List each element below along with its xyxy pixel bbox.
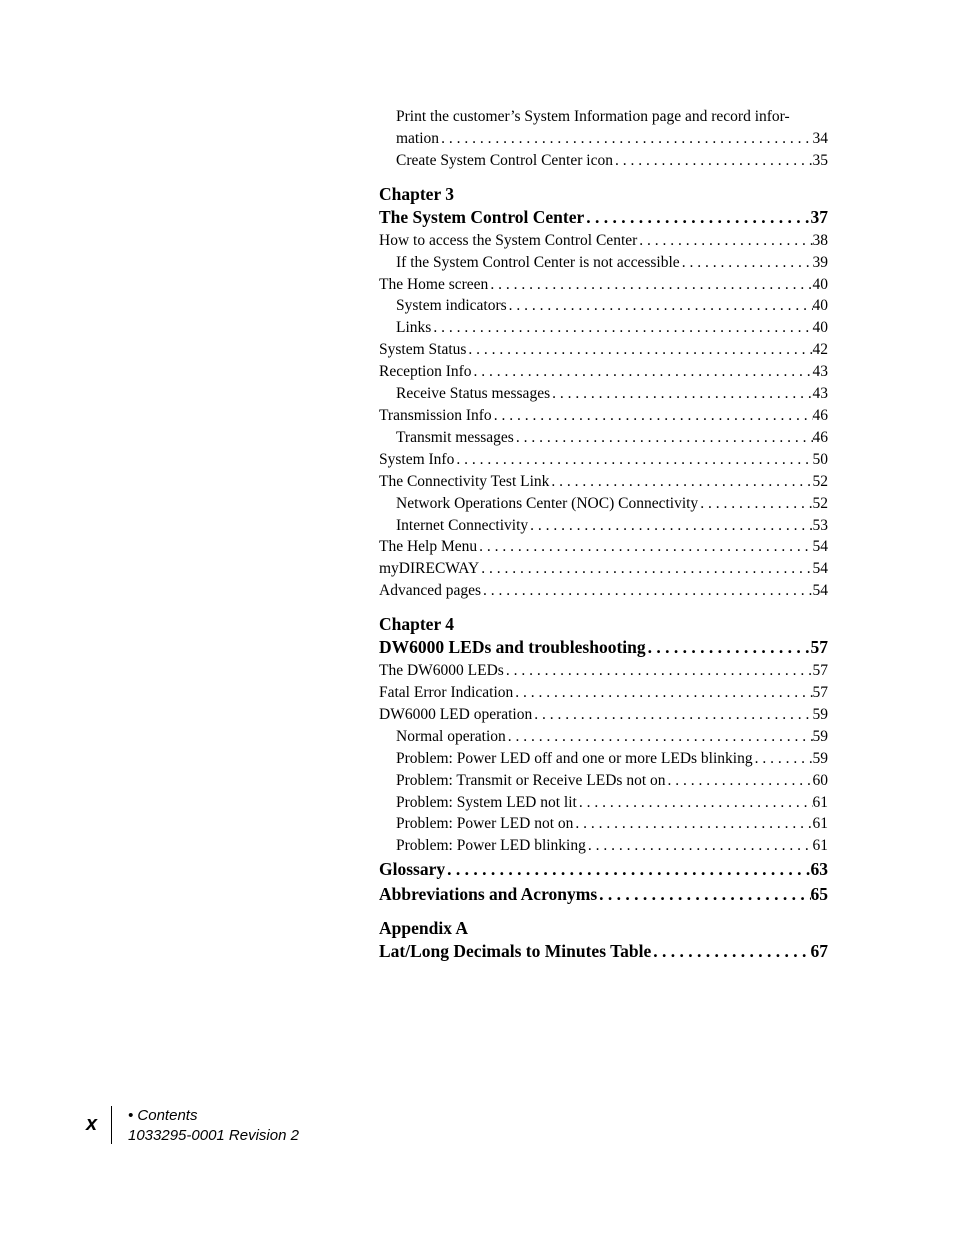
toc-entry-label: Advanced pages: [379, 582, 481, 600]
leader-dots: [613, 150, 813, 172]
page-number: x: [86, 1113, 98, 1135]
toc-entry-label: Problem: Power LED blinking: [396, 837, 586, 855]
footer-section: • Contents: [128, 1107, 198, 1124]
footer-divider: [111, 1106, 112, 1144]
appendix-a-section: [379, 917, 828, 963]
toc-entry[interactable]: [379, 295, 828, 317]
toc-entry-page: 38: [812, 231, 828, 249]
toc-entry[interactable]: [379, 339, 828, 361]
toc-entry[interactable]: [379, 427, 828, 449]
toc-entry[interactable]: [379, 106, 828, 150]
leader-dots: [513, 682, 812, 704]
leader-dots: [481, 580, 813, 602]
toc-entry-label: Create System Control Center icon: [396, 151, 613, 169]
toc-entry[interactable]: [379, 835, 828, 857]
toc-entry-page: 57: [812, 662, 828, 680]
toc-entry-page: 50: [812, 450, 828, 468]
leader-dots: [479, 558, 812, 580]
toc-entry-page: 54: [812, 538, 828, 556]
toc-entry-page: 52: [812, 494, 828, 512]
chapter-title: The System Control Center: [379, 206, 585, 227]
toc-entry[interactable]: [379, 792, 828, 814]
toc-entry-label: Print the customer’s System Information page and record infor-: [396, 108, 790, 125]
toc-entry-page: 61: [812, 793, 828, 811]
toc-entry-label: Transmit messages: [396, 428, 514, 446]
page-footer: [86, 1106, 386, 1144]
leader-dots: [431, 317, 812, 339]
toc-entry-page: 59: [812, 705, 828, 723]
toc-entry-label: myDIRECWAY: [379, 560, 480, 578]
toc-entry[interactable]: [379, 230, 828, 252]
table-of-contents: [379, 106, 828, 964]
toc-entry-label: The DW6000 LEDs: [379, 662, 504, 680]
chapter-label: Chapter 4: [379, 614, 455, 635]
leader-dots: [477, 536, 812, 558]
leader-dots: [507, 295, 813, 317]
toc-entry-page: 57: [812, 684, 828, 702]
toc-entry-page: 46: [812, 406, 828, 424]
footer-doc-id: 1033295-0001 Revision 2: [128, 1126, 299, 1144]
toc-entry[interactable]: [379, 383, 828, 405]
toc-entry[interactable]: [379, 317, 828, 339]
chapter-label: Appendix A: [379, 918, 468, 939]
toc-entry-page: 54: [812, 582, 828, 600]
toc-entry[interactable]: [379, 493, 828, 515]
toc-entry-label: Receive Status messages: [396, 385, 551, 403]
toc-entry-label: The Help Menu: [379, 538, 478, 556]
toc-entry-label: The Home screen: [379, 275, 489, 293]
toc-entry[interactable]: [379, 274, 828, 296]
toc-entry[interactable]: [379, 748, 828, 770]
leader-dots: [597, 882, 810, 907]
toc-entry[interactable]: [379, 682, 828, 704]
leader-dots: [445, 857, 810, 882]
toc-entry[interactable]: [379, 515, 828, 537]
leader-dots: [577, 792, 813, 814]
toc-entry-page: 34: [812, 129, 828, 147]
leader-dots: [532, 704, 812, 726]
toc-entry-label: Transmission Info: [379, 406, 492, 424]
toc-entry[interactable]: [379, 252, 828, 274]
leader-dots: [646, 635, 811, 659]
toc-entry-label: How to access the System Control Center: [379, 231, 638, 249]
leader-dots: [528, 515, 812, 537]
glossary-title: Glossary: [379, 859, 446, 880]
toc-entry[interactable]: [379, 726, 828, 748]
toc-entry-label: If the System Control Center is not accessible: [396, 253, 680, 271]
toc-entry[interactable]: [379, 660, 828, 682]
toc-entry-page: 39: [812, 253, 828, 271]
chapter-title-entry[interactable]: [379, 635, 828, 659]
appendix-title: Lat/Long Decimals to Minutes Table: [379, 941, 652, 962]
toc-entry-label: Problem: Power LED not on: [396, 815, 574, 833]
leader-dots: [454, 449, 812, 471]
toc-entry-page: 43: [812, 385, 828, 403]
toc-entry-page: 40: [812, 297, 828, 315]
toc-entry[interactable]: [379, 471, 828, 493]
chapter-3-section: [379, 183, 828, 602]
leader-dots: [550, 383, 812, 405]
toc-entry[interactable]: [379, 704, 828, 726]
toc-entry-page: 54: [812, 560, 828, 578]
toc-entry-label: Fatal Error Indication: [379, 684, 514, 702]
chapter-title-entry[interactable]: [379, 205, 828, 229]
leader-dots: [488, 274, 812, 296]
glossary-page: 63: [810, 859, 828, 880]
toc-entry-label: DW6000 LED operation: [379, 705, 533, 723]
abbreviations-page: 65: [810, 884, 828, 905]
glossary-entry[interactable]: [379, 857, 828, 882]
leader-dots: [439, 128, 812, 150]
toc-entry-page: 46: [812, 428, 828, 446]
toc-entry-label: Internet Connectivity: [396, 516, 529, 534]
toc-entry-label: System Status: [379, 341, 467, 359]
toc-entry-label: Problem: System LED not lit: [396, 793, 577, 811]
leader-dots: [753, 748, 813, 770]
chapter-title: DW6000 LEDs and troubleshooting: [379, 637, 646, 658]
toc-entry-page: 52: [812, 472, 828, 490]
toc-entry-page: 61: [812, 815, 828, 833]
toc-entry[interactable]: [379, 770, 828, 792]
leader-dots: [492, 405, 813, 427]
toc-entry-label-cont: mation: [396, 129, 440, 147]
chapter-4-section: [379, 613, 828, 857]
chapter-page: 37: [810, 206, 828, 227]
leader-dots: [680, 252, 813, 274]
toc-entry[interactable]: [379, 536, 828, 558]
abbreviations-title: Abbreviations and Acronyms: [379, 884, 598, 905]
leader-dots: [698, 493, 812, 515]
toc-entry-page: 59: [812, 727, 828, 745]
toc-entry[interactable]: [379, 580, 828, 602]
toc-entry-label: System Info: [379, 450, 455, 468]
chapter-page: 57: [810, 637, 828, 658]
leader-dots: [472, 361, 813, 383]
toc-entry[interactable]: [379, 449, 828, 471]
toc-entry[interactable]: [379, 813, 828, 835]
chapter-label: Chapter 3: [379, 183, 455, 204]
toc-entry-label: Problem: Power LED off and one or more LEDs blinking: [396, 749, 753, 767]
leader-dots: [573, 813, 812, 835]
toc-entry-page: 60: [812, 771, 828, 789]
leader-dots: [504, 660, 813, 682]
toc-entry-page: 40: [812, 319, 828, 337]
toc-entry-page: 42: [812, 341, 828, 359]
leader-dots: [637, 230, 812, 252]
toc-entry-page: 61: [812, 837, 828, 855]
leader-dots: [666, 770, 813, 792]
leader-dots: [651, 939, 810, 963]
toc-entry[interactable]: [379, 150, 828, 172]
toc-entry[interactable]: [379, 405, 828, 427]
toc-entry[interactable]: [379, 361, 828, 383]
abbreviations-entry[interactable]: [379, 882, 828, 907]
toc-entry-page: 43: [812, 363, 828, 381]
leader-dots: [584, 205, 810, 229]
toc-entry-label: Links: [396, 319, 432, 337]
appendix-title-entry[interactable]: [379, 939, 828, 963]
toc-entry-page: 35: [812, 151, 828, 169]
appendix-page: 67: [810, 941, 828, 962]
toc-entry-page: 53: [812, 516, 828, 534]
toc-entry-label: System indicators: [396, 297, 507, 315]
toc-entry-label: Problem: Transmit or Receive LEDs not on: [396, 771, 666, 789]
toc-entry[interactable]: [379, 558, 828, 580]
leader-dots: [466, 339, 812, 361]
toc-entry-label: The Connectivity Test Link: [379, 472, 550, 490]
toc-entry-label: Network Operations Center (NOC) Connectivity: [396, 494, 699, 512]
toc-entry-label: Reception Info: [379, 363, 472, 381]
toc-entry-page: 59: [812, 749, 828, 767]
toc-entry-label: Normal operation: [396, 727, 506, 745]
leader-dots: [586, 835, 813, 857]
leader-dots: [506, 726, 813, 748]
leader-dots: [549, 471, 812, 493]
toc-entry-page: 40: [812, 275, 828, 293]
leader-dots: [514, 427, 813, 449]
